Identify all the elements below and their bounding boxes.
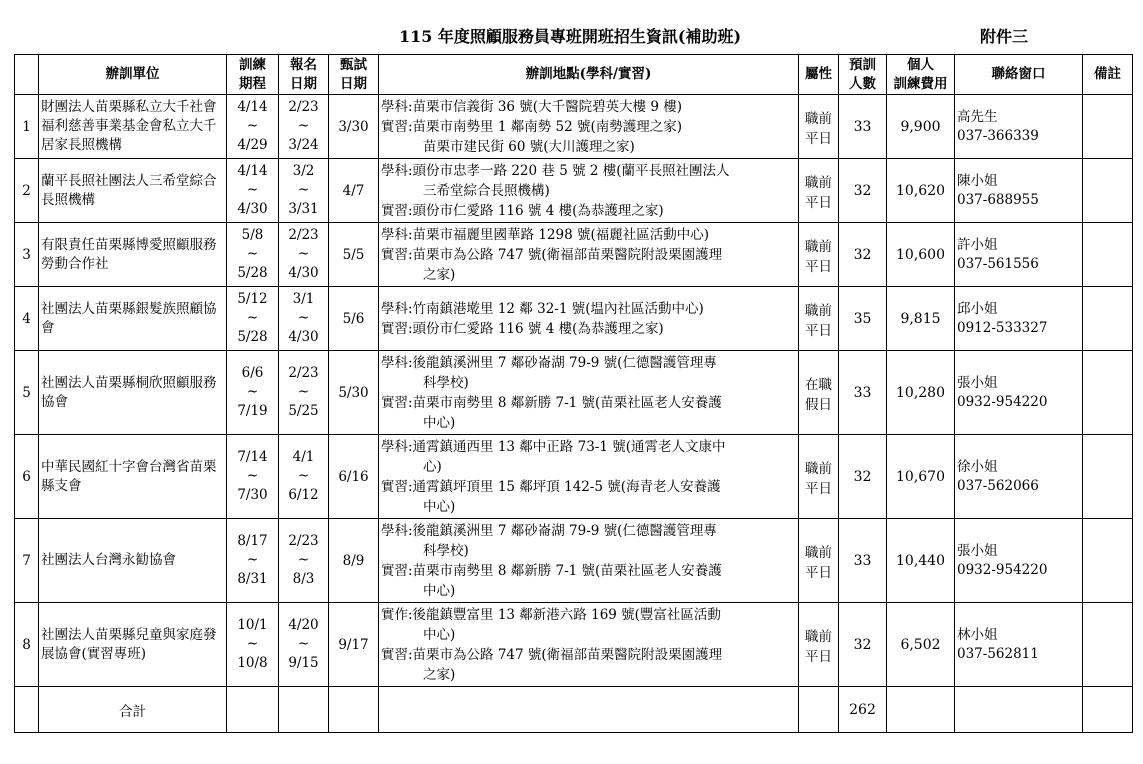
- class-attribute: 職前 平日: [799, 287, 839, 351]
- col-unit: 辦訓單位: [39, 55, 227, 95]
- exam-date: 5/30: [329, 351, 379, 435]
- training-location: [379, 159, 799, 223]
- training-period: 5/8 ~ 5/28: [227, 223, 279, 287]
- remark: [1083, 351, 1133, 435]
- location-line: 實習:通霄鎮坪頂里 15 鄰坪頂 142-5 號(海青老人安養護: [381, 478, 721, 495]
- contact-window: 邱小姐 0912-533327: [955, 287, 1083, 351]
- personal-fee: 10,670: [887, 435, 955, 519]
- col-contact: 聯絡窗口: [955, 55, 1083, 95]
- contact-window: 張小姐 0932-954220: [955, 351, 1083, 435]
- col-no: [15, 55, 39, 95]
- exam-date: 6/16: [329, 435, 379, 519]
- col-location: 辦訓地點(學科/實習): [379, 55, 799, 95]
- table-row: [15, 159, 1133, 223]
- remark: [1083, 603, 1133, 687]
- row-number: 1: [15, 95, 39, 159]
- expected-trainees: 33: [839, 351, 887, 435]
- training-location: [379, 223, 799, 287]
- remark: [1083, 223, 1133, 287]
- table-row: [15, 519, 1133, 603]
- training-unit: 蘭平長照社團法人三希堂綜合長照機構: [39, 159, 227, 223]
- total-label: 合計: [39, 687, 227, 733]
- contact-window: 林小姐 037-562811: [955, 603, 1083, 687]
- location-line: 實習:苗栗市南勢里 1 鄰南勢 52 號(南勢護理之家): [381, 118, 683, 135]
- location-line: 學科:通霄鎮通西里 13 鄰中正路 73-1 號(通霄老人文康中: [381, 438, 726, 455]
- personal-fee: 6,502: [887, 603, 955, 687]
- location-line: 中心): [423, 498, 456, 515]
- training-unit: 財團法人苗栗縣私立大千社會福利慈善事業基金會私立大千居家長照機構: [39, 95, 227, 159]
- col-expected: 預訓 人數: [839, 55, 887, 95]
- training-unit: 社團法人苗栗縣銀髮族照顧協會: [39, 287, 227, 351]
- location-line: 三希堂綜合長照機構): [423, 182, 550, 199]
- training-period: 5/12 ~ 5/28: [227, 287, 279, 351]
- expected-trainees: 33: [839, 519, 887, 603]
- row-number: 5: [15, 351, 39, 435]
- page-title: 115 年度照顧服務員專班開班招生資訊(補助班): [398, 27, 742, 46]
- location-line: 實作:後龍鎮豐富里 13 鄰新港六路 169 號(豐富社區活動: [381, 606, 721, 623]
- col-fee: 個人 訓練費用: [887, 55, 955, 95]
- row-number: 7: [15, 519, 39, 603]
- class-attribute: 職前 平日: [799, 603, 839, 687]
- location-line: 之家): [423, 266, 456, 283]
- signup-period: 2/23 ~ 3/24: [279, 95, 329, 159]
- class-info-table: [14, 54, 1133, 733]
- col-remark: 備註: [1083, 55, 1133, 95]
- location-line: 中心): [423, 582, 456, 599]
- class-attribute: 職前 平日: [799, 95, 839, 159]
- class-attribute: 職前 平日: [799, 519, 839, 603]
- row-number: 3: [15, 223, 39, 287]
- table-row: [15, 351, 1133, 435]
- table-row: [15, 223, 1133, 287]
- remark: [1083, 435, 1133, 519]
- exam-date: 3/30: [329, 95, 379, 159]
- contact-window: 陳小姐 037-688955: [955, 159, 1083, 223]
- training-location: [379, 351, 799, 435]
- exam-date: 9/17: [329, 603, 379, 687]
- location-line: 實習:苗栗市為公路 747 號(衛福部苗栗醫院附設栗園護理: [381, 246, 723, 263]
- training-period: 6/6 ~ 7/19: [227, 351, 279, 435]
- training-location: [379, 603, 799, 687]
- exam-date: 8/9: [329, 519, 379, 603]
- expected-trainees: 33: [839, 95, 887, 159]
- training-unit: 中華民國紅十字會台灣省苗栗縣支會: [39, 435, 227, 519]
- location-line: 學科:後龍鎮溪洲里 7 鄰砂崙湖 79-9 號(仁德醫護管理專: [381, 354, 717, 371]
- location-line: 科學校): [423, 374, 469, 391]
- training-unit: 社團法人苗栗縣桐欣照顧服務協會: [39, 351, 227, 435]
- table-row: [15, 603, 1133, 687]
- location-line: 學科:苗栗市福麗里國華路 1298 號(福麗社區活動中心): [381, 226, 710, 243]
- personal-fee: 10,440: [887, 519, 955, 603]
- row-number: 2: [15, 159, 39, 223]
- location-line: 心): [423, 458, 442, 475]
- total-expected: 262: [839, 687, 887, 733]
- header-row: [15, 55, 1133, 95]
- contact-window: 徐小姐 037-562066: [955, 435, 1083, 519]
- signup-period: 2/23 ~ 4/30: [279, 223, 329, 287]
- training-unit: 社團法人苗栗縣兒童與家庭發展協會(實習專班): [39, 603, 227, 687]
- training-location: [379, 519, 799, 603]
- training-period: 10/1 ~ 10/8: [227, 603, 279, 687]
- col-exam: 甄試 日期: [329, 55, 379, 95]
- location-line: 中心): [423, 626, 456, 643]
- location-line: 學科:頭份市忠孝一路 220 巷 5 號 2 樓(蘭平長照社團法人: [381, 162, 730, 179]
- training-unit: 社團法人台灣永勧協會: [39, 519, 227, 603]
- attachment-label: 附件三: [980, 27, 1029, 46]
- location-line: 實習:苗栗市為公路 747 號(衛福部苗栗醫院附設栗園護理: [381, 646, 723, 663]
- remark: [1083, 95, 1133, 159]
- signup-period: 2/23 ~ 8/3: [279, 519, 329, 603]
- document-header: [0, 0, 1143, 54]
- location-line: 學科:後龍鎮溪洲里 7 鄰砂崙湖 79-9 號(仁德醫護管理專: [381, 522, 717, 539]
- training-period: 4/14 ~ 4/29: [227, 95, 279, 159]
- table-body: [15, 95, 1133, 687]
- training-location: [379, 435, 799, 519]
- expected-trainees: 32: [839, 603, 887, 687]
- row-number: 4: [15, 287, 39, 351]
- table-row: [15, 435, 1133, 519]
- training-period: 7/14 ~ 7/30: [227, 435, 279, 519]
- contact-window: 張小姐 0932-954220: [955, 519, 1083, 603]
- training-unit: 有限責任苗栗縣博愛照顧服務勞動合作社: [39, 223, 227, 287]
- row-number: 8: [15, 603, 39, 687]
- table-row: [15, 287, 1133, 351]
- personal-fee: 10,600: [887, 223, 955, 287]
- row-number: 6: [15, 435, 39, 519]
- col-period: 訓練 期程: [227, 55, 279, 95]
- remark: [1083, 159, 1133, 223]
- class-attribute: 職前 平日: [799, 159, 839, 223]
- location-line: 實習:頭份市仁愛路 116 號 4 樓(為恭護理之家): [381, 202, 664, 219]
- personal-fee: 10,280: [887, 351, 955, 435]
- training-location: [379, 287, 799, 351]
- expected-trainees: 35: [839, 287, 887, 351]
- personal-fee: 9,815: [887, 287, 955, 351]
- location-line: 實習:苗栗市南勢里 8 鄰新勝 7-1 號(苗栗社區老人安養護: [381, 394, 722, 411]
- signup-period: 4/20 ~ 9/15: [279, 603, 329, 687]
- training-period: 4/14 ~ 4/30: [227, 159, 279, 223]
- remark: [1083, 519, 1133, 603]
- location-line: 學科:竹南鎮港墘里 12 鄰 32-1 號(塭內社區活動中心): [381, 300, 704, 317]
- exam-date: 4/7: [329, 159, 379, 223]
- location-line: 實習:頭份市仁愛路 116 號 4 樓(為恭護理之家): [381, 320, 664, 337]
- personal-fee: 10,620: [887, 159, 955, 223]
- location-line: 學科:苗栗市信義街 36 號(大千醫院碧英大樓 9 樓): [381, 98, 683, 115]
- signup-period: 3/1 ~ 4/30: [279, 287, 329, 351]
- remark: [1083, 287, 1133, 351]
- signup-period: 4/1 ~ 6/12: [279, 435, 329, 519]
- location-line: 實習:苗栗市南勢里 8 鄰新勝 7-1 號(苗栗社區老人安養護: [381, 562, 722, 579]
- exam-date: 5/5: [329, 223, 379, 287]
- total-row: [15, 687, 1133, 733]
- training-period: 8/17 ~ 8/31: [227, 519, 279, 603]
- exam-date: 5/6: [329, 287, 379, 351]
- expected-trainees: 32: [839, 223, 887, 287]
- location-line: 苗栗市建民街 60 號(大川護理之家): [423, 138, 635, 155]
- location-line: 之家): [423, 666, 456, 683]
- table-row: [15, 95, 1133, 159]
- class-attribute: 職前 平日: [799, 223, 839, 287]
- contact-window: 許小姐 037-561556: [955, 223, 1083, 287]
- location-line: 中心): [423, 414, 456, 431]
- location-line: 科學校): [423, 542, 469, 559]
- expected-trainees: 32: [839, 159, 887, 223]
- class-attribute: 在職 假日: [799, 351, 839, 435]
- signup-period: 3/2 ~ 3/31: [279, 159, 329, 223]
- contact-window: 高先生 037-366339: [955, 95, 1083, 159]
- expected-trainees: 32: [839, 435, 887, 519]
- class-attribute: 職前 平日: [799, 435, 839, 519]
- training-location: [379, 95, 799, 159]
- col-attr: 屬性: [799, 55, 839, 95]
- personal-fee: 9,900: [887, 95, 955, 159]
- signup-period: 2/23 ~ 5/25: [279, 351, 329, 435]
- col-signup: 報名 日期: [279, 55, 329, 95]
